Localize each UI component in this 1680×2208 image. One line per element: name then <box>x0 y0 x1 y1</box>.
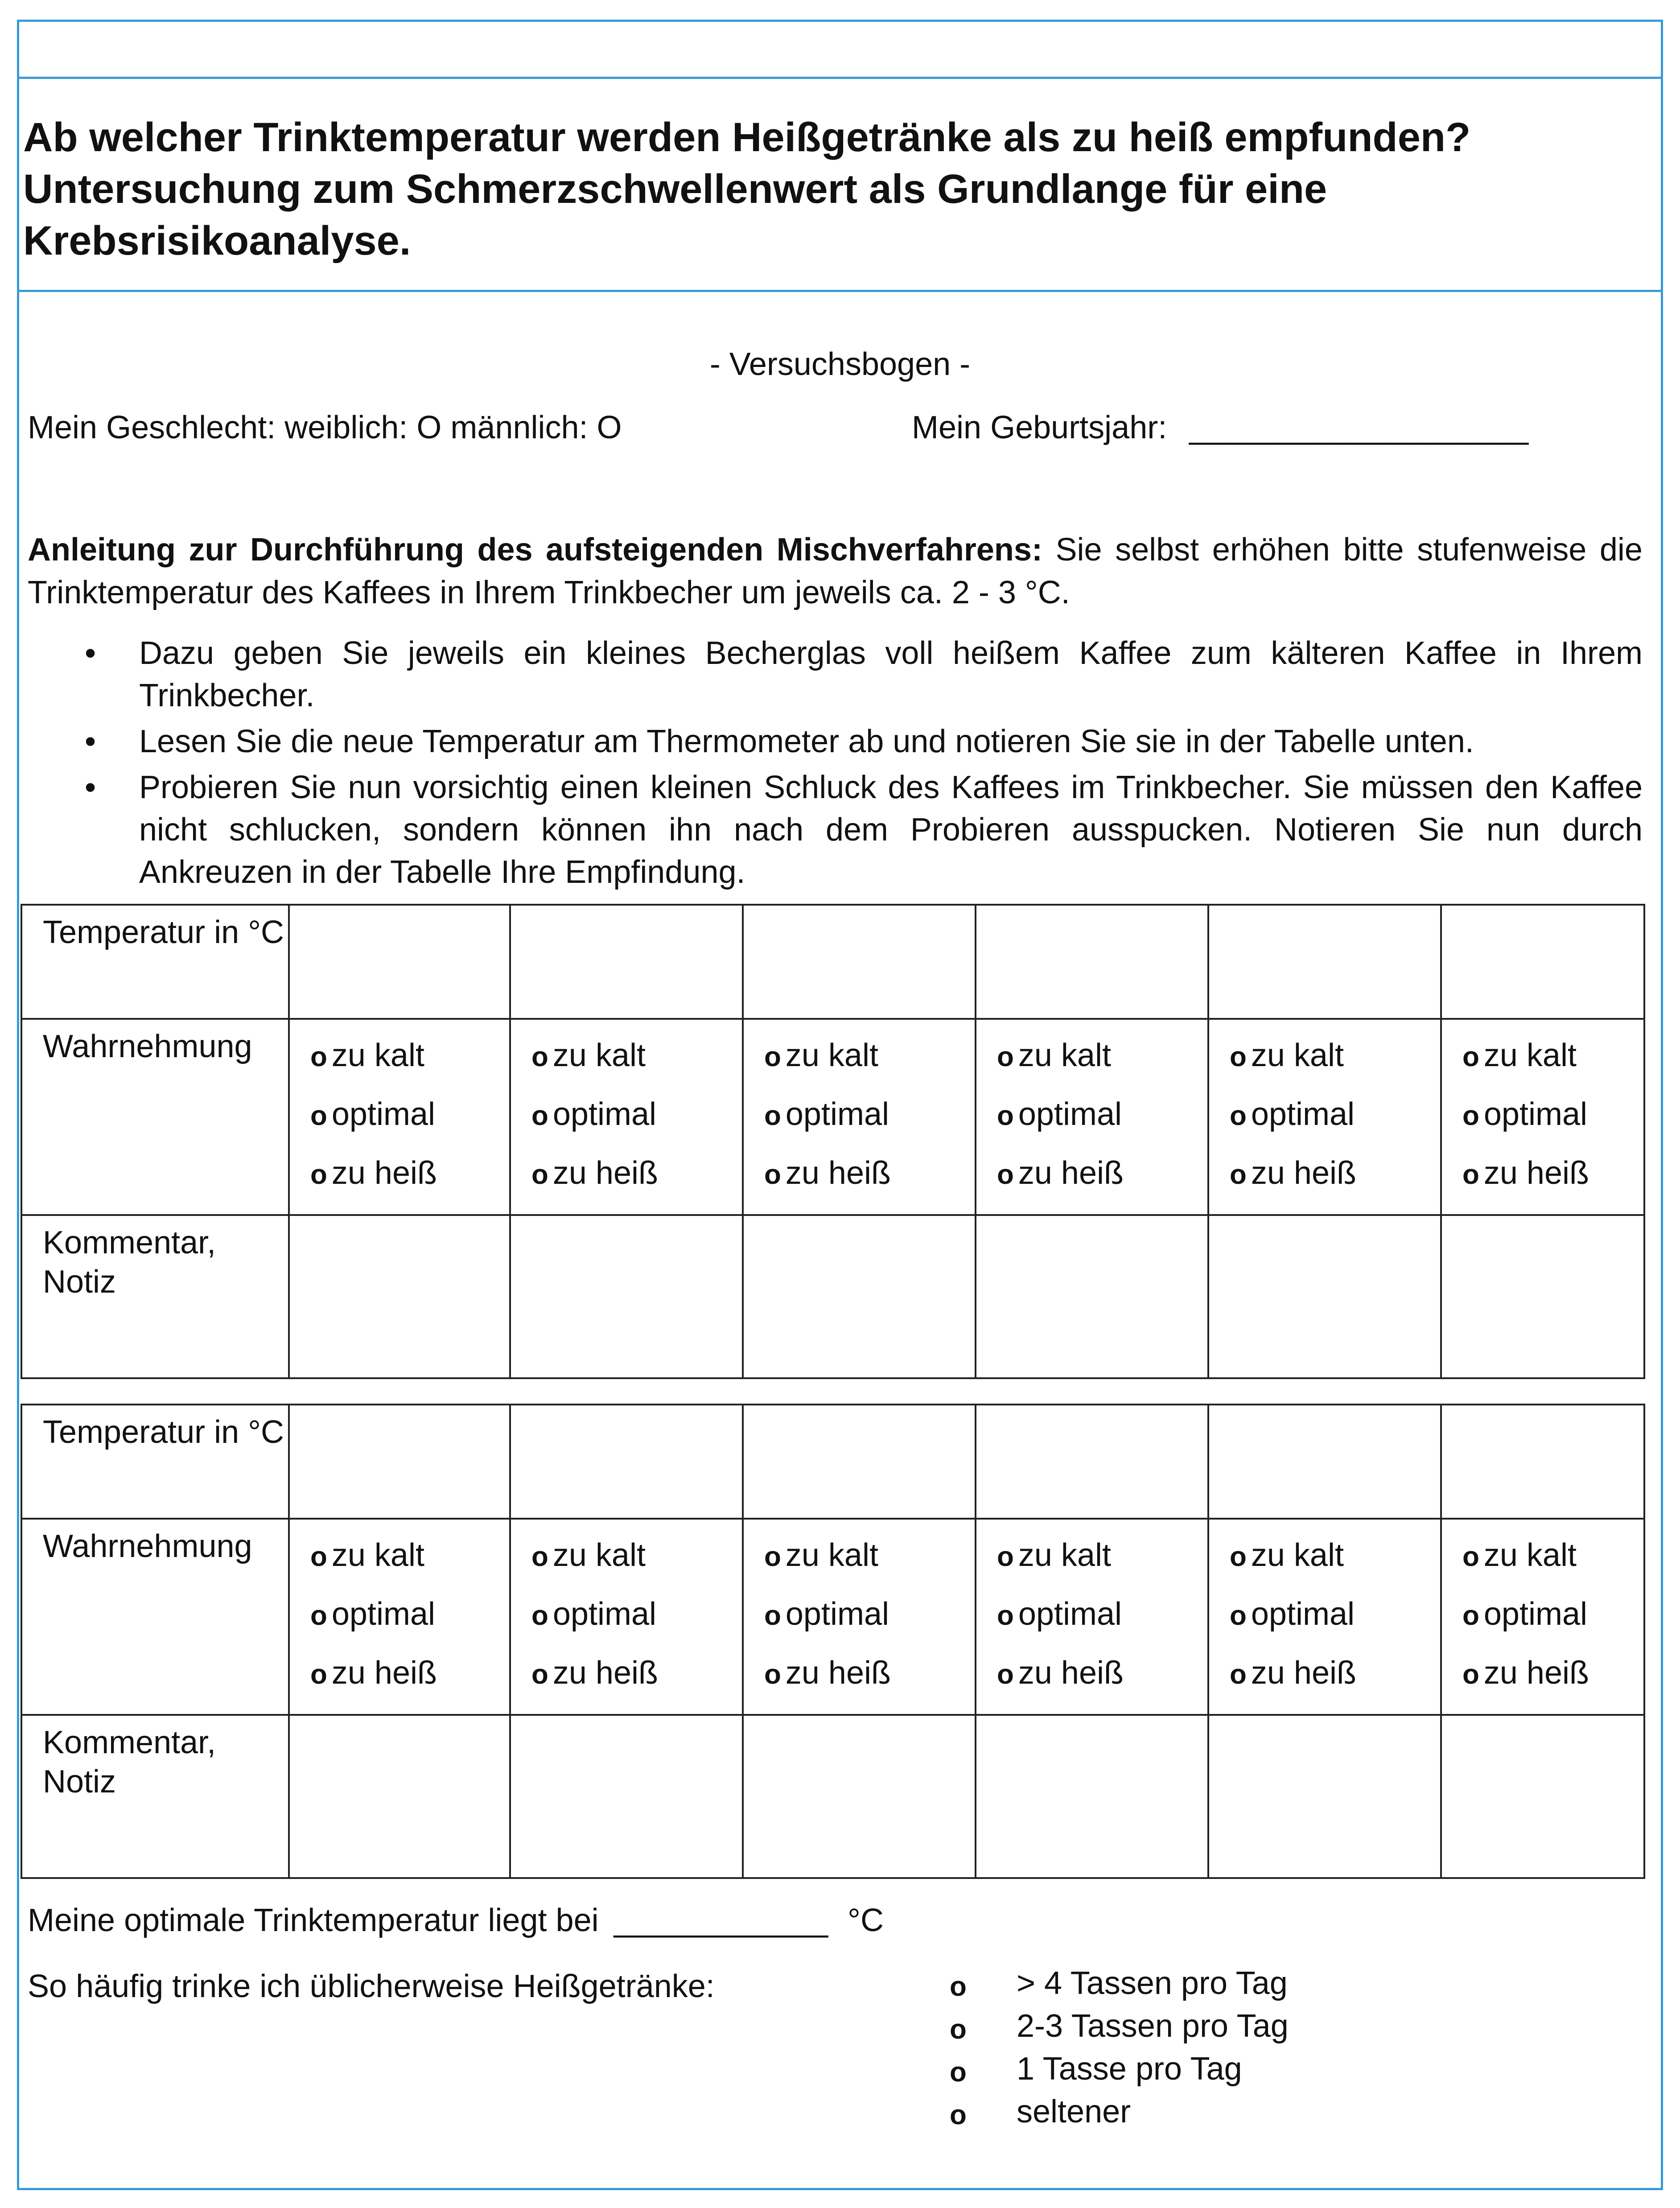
perception-cell <box>743 1019 976 1215</box>
comment-cell[interactable] <box>1441 1215 1644 1378</box>
radio-icon: o <box>310 1159 327 1190</box>
option-optimal[interactable]: o optimal <box>1462 1096 1587 1132</box>
radio-icon: o <box>764 1042 781 1072</box>
radio-icon: o <box>1230 1100 1247 1131</box>
optimal-temperature-unit: °C <box>848 1903 884 1938</box>
option-too-hot[interactable]: o zu heiß <box>531 1655 658 1691</box>
perception-cell <box>743 1519 976 1715</box>
radio-icon: o <box>1462 1541 1479 1572</box>
option-too-hot[interactable]: o zu heiß <box>1462 1655 1589 1691</box>
option-too-cold[interactable]: o zu kalt <box>310 1537 424 1573</box>
temperature-cell[interactable] <box>510 1405 743 1519</box>
option-too-cold[interactable]: o zu kalt <box>997 1038 1111 1073</box>
radio-icon: o <box>310 1100 327 1131</box>
record-table-2 <box>21 1404 1645 1879</box>
radio-icon: o <box>764 1541 781 1572</box>
list-item: • Lesen Sie die neue Temperatur am Thermometer ab und notieren Sie sie in der Tabelle unten. <box>0 721 1643 763</box>
comment-cell[interactable] <box>743 1215 976 1378</box>
comment-cell[interactable] <box>1208 1715 1441 1878</box>
option-too-hot[interactable]: o zu heiß <box>310 1155 437 1191</box>
radio-icon: o <box>950 2014 967 2045</box>
header-divider-top <box>17 77 1663 79</box>
table-row-comment <box>21 1715 1644 1878</box>
radio-icon: o <box>997 1042 1014 1072</box>
perception-cell <box>1441 1019 1644 1215</box>
table-row-perception <box>21 1019 1644 1215</box>
option-too-cold[interactable]: o zu kalt <box>764 1038 878 1073</box>
option-optimal[interactable]: o optimal <box>531 1596 656 1632</box>
birth-year-label: Mein Geburtsjahr: <box>912 410 1167 445</box>
comment-cell[interactable] <box>510 1715 743 1878</box>
table-row-temperature <box>21 905 1644 1019</box>
birth-year-field <box>912 408 1528 448</box>
radio-icon: o <box>531 1159 548 1190</box>
option-optimal[interactable]: o optimal <box>310 1596 435 1632</box>
record-table-1 <box>21 904 1645 1379</box>
option-too-hot[interactable]: o zu heiß <box>997 1655 1124 1691</box>
radio-icon: o <box>1230 1659 1247 1690</box>
option-too-hot[interactable]: o zu heiß <box>997 1155 1124 1191</box>
temperature-cell[interactable] <box>1441 1405 1644 1519</box>
comment-cell[interactable] <box>1441 1715 1644 1878</box>
option-too-hot[interactable]: o zu heiß <box>1230 1655 1356 1691</box>
temperature-cell[interactable] <box>1441 905 1644 1019</box>
gender-label: Mein Geschlecht: <box>28 410 276 445</box>
option-optimal[interactable]: o optimal <box>1230 1096 1355 1132</box>
radio-icon: o <box>531 1600 548 1631</box>
form-subtitle: - Versuchsbogen - <box>709 346 971 382</box>
option-too-cold[interactable]: o zu kalt <box>1230 1537 1344 1573</box>
radio-icon: o <box>1230 1159 1247 1190</box>
row-label-comment: Kommentar, Notiz <box>21 1215 289 1378</box>
perception-cell <box>289 1019 510 1215</box>
comment-cell[interactable] <box>289 1715 510 1878</box>
table-row-perception <box>21 1519 1644 1715</box>
radio-icon: o <box>1230 1541 1247 1572</box>
temperature-cell[interactable] <box>1208 905 1441 1019</box>
radio-icon: o <box>310 1541 327 1572</box>
radio-icon: o <box>1462 1042 1479 1072</box>
option-too-cold[interactable]: o zu kalt <box>997 1537 1111 1573</box>
radio-icon: o <box>764 1600 781 1631</box>
temperature-cell[interactable] <box>1208 1405 1441 1519</box>
list-item: • Dazu geben Sie jeweils ein kleines Becherglas voll heißem Kaffee zum kälteren Kaffee in Ihrem Trinkbecher. <box>0 632 1643 717</box>
option-too-hot[interactable]: o zu heiß <box>531 1155 658 1191</box>
temperature-cell[interactable] <box>289 1405 510 1519</box>
comment-cell[interactable] <box>743 1715 976 1878</box>
comment-cell[interactable] <box>976 1215 1208 1378</box>
instructions-steps <box>0 632 1643 894</box>
optimal-temperature-label: Meine optimale Trinktemperatur liegt bei <box>28 1903 599 1938</box>
row-label-temperature: Temperatur in °C <box>21 1405 289 1519</box>
temperature-cell[interactable] <box>976 905 1208 1019</box>
temperature-cell[interactable] <box>976 1405 1208 1519</box>
radio-icon: o <box>1462 1659 1479 1690</box>
instructions-heading: Anleitung zur Durchführung des aufsteigenden Mischverfahrens: <box>28 532 1042 568</box>
instructions-paragraph <box>28 528 1643 614</box>
birth-year-blank[interactable]: ___________________ <box>1189 410 1529 445</box>
comment-cell[interactable] <box>1208 1215 1441 1378</box>
perception-cell <box>976 1519 1208 1715</box>
radio-icon: o <box>950 2057 967 2088</box>
bullet-icon: • <box>85 635 96 671</box>
row-label-temperature: Temperatur in °C <box>21 905 289 1019</box>
option-too-cold[interactable]: o zu kalt <box>531 1038 646 1073</box>
radio-icon: o <box>1230 1600 1247 1631</box>
option-too-cold[interactable]: o zu kalt <box>1462 1038 1577 1073</box>
radio-icon: o <box>310 1042 327 1072</box>
page-title: Ab welcher Trinktemperatur werden Heißgetränke als zu heiß empfunden? Untersuchung zum Schmerzschwellenwert als Grundlange für eine Krebsrisikoanalyse. <box>23 115 1471 264</box>
radio-icon: o <box>950 2100 967 2130</box>
radio-icon: o <box>950 1971 967 2002</box>
radio-icon: o <box>764 1100 781 1131</box>
option-too-hot[interactable]: o zu heiß <box>1230 1155 1356 1191</box>
comment-cell[interactable] <box>976 1715 1208 1878</box>
table-row-comment <box>21 1215 1644 1378</box>
option-too-cold[interactable]: o zu kalt <box>764 1537 878 1573</box>
radio-icon: o <box>1462 1159 1479 1190</box>
option-optimal[interactable]: o optimal <box>997 1596 1122 1632</box>
radio-icon: o <box>997 1541 1014 1572</box>
radio-icon: o <box>531 1659 548 1690</box>
radio-icon: o <box>531 1042 548 1072</box>
perception-cell <box>976 1019 1208 1215</box>
perception-cell <box>289 1519 510 1715</box>
temperature-cell[interactable] <box>743 1405 976 1519</box>
gender-field <box>28 408 622 448</box>
row-label-perception: Wahrnehmung <box>21 1519 289 1715</box>
bullet-icon: • <box>85 724 96 759</box>
radio-icon: o <box>310 1659 327 1690</box>
option-optimal[interactable]: o optimal <box>1462 1596 1587 1632</box>
frequency-question: So häufig trinke ich üblicherweise Heißgetränke: <box>28 1969 715 2004</box>
option-optimal[interactable]: o optimal <box>997 1096 1122 1132</box>
radio-icon: o <box>764 1659 781 1690</box>
temperature-cell[interactable] <box>510 905 743 1019</box>
comment-cell[interactable] <box>289 1215 510 1378</box>
option-optimal[interactable]: o optimal <box>531 1096 656 1132</box>
option-optimal[interactable]: o optimal <box>764 1596 889 1632</box>
optimal-temperature-field <box>28 1900 884 1940</box>
table-row-temperature <box>21 1405 1644 1519</box>
option-optimal[interactable]: o optimal <box>1230 1596 1355 1632</box>
radio-icon: o <box>1230 1042 1247 1072</box>
option-optimal[interactable]: o optimal <box>310 1096 435 1132</box>
radio-icon: o <box>310 1600 327 1631</box>
option-optimal[interactable]: o optimal <box>764 1096 889 1132</box>
option-too-hot[interactable]: o zu heiß <box>764 1655 891 1691</box>
perception-cell <box>510 1019 743 1215</box>
instructions-text: Sie selbst erhöhen bitte stufenweise die Trinktemperatur des Kaffees in Ihrem Trinkbecher um jeweils ca. 2 - 3 °C. <box>28 532 1643 610</box>
option-too-hot[interactable]: o zu heiß <box>1462 1155 1589 1191</box>
radio-icon: o <box>1462 1600 1479 1631</box>
perception-cell <box>1441 1519 1644 1715</box>
list-item: • Probieren Sie nun vorsichtig einen kleinen Schluck des Kaffees im Trinkbecher. Sie müssen den Kaffee nicht schlucken, sondern können ihn nach dem Probieren ausspucken. Notieren Sie nun durch Ankreuzen in der Tabelle Ihre Empfindung. <box>0 766 1643 894</box>
perception-cell <box>1208 1019 1441 1215</box>
perception-cell <box>510 1519 743 1715</box>
header-divider-bottom <box>17 290 1663 292</box>
comment-cell[interactable] <box>510 1215 743 1378</box>
optimal-temperature-blank[interactable]: ____________ <box>614 1903 828 1938</box>
gender-option-male[interactable]: männlich: O <box>450 410 622 445</box>
bullet-icon: • <box>85 770 96 805</box>
option-too-hot[interactable]: o zu heiß <box>764 1155 891 1191</box>
temperature-cell[interactable] <box>289 905 510 1019</box>
radio-icon: o <box>531 1100 548 1131</box>
option-too-hot[interactable]: o zu heiß <box>310 1655 437 1691</box>
row-label-perception: Wahrnehmung <box>21 1019 289 1215</box>
radio-icon: o <box>997 1100 1014 1131</box>
radio-icon: o <box>531 1541 548 1572</box>
temperature-cell[interactable] <box>743 905 976 1019</box>
option-too-cold[interactable]: o zu kalt <box>1462 1537 1577 1573</box>
radio-icon: o <box>997 1159 1014 1190</box>
radio-icon: o <box>764 1159 781 1190</box>
radio-icon: o <box>1462 1100 1479 1131</box>
gender-option-female[interactable]: weiblich: O <box>284 410 442 445</box>
perception-cell <box>1208 1519 1441 1715</box>
option-too-cold[interactable]: o zu kalt <box>531 1537 646 1573</box>
option-too-cold[interactable]: o zu kalt <box>1230 1038 1344 1073</box>
radio-icon: o <box>997 1659 1014 1690</box>
row-label-comment: Kommentar, Notiz <box>21 1715 289 1878</box>
radio-icon: o <box>997 1600 1014 1631</box>
option-too-cold[interactable]: o zu kalt <box>310 1038 424 1073</box>
